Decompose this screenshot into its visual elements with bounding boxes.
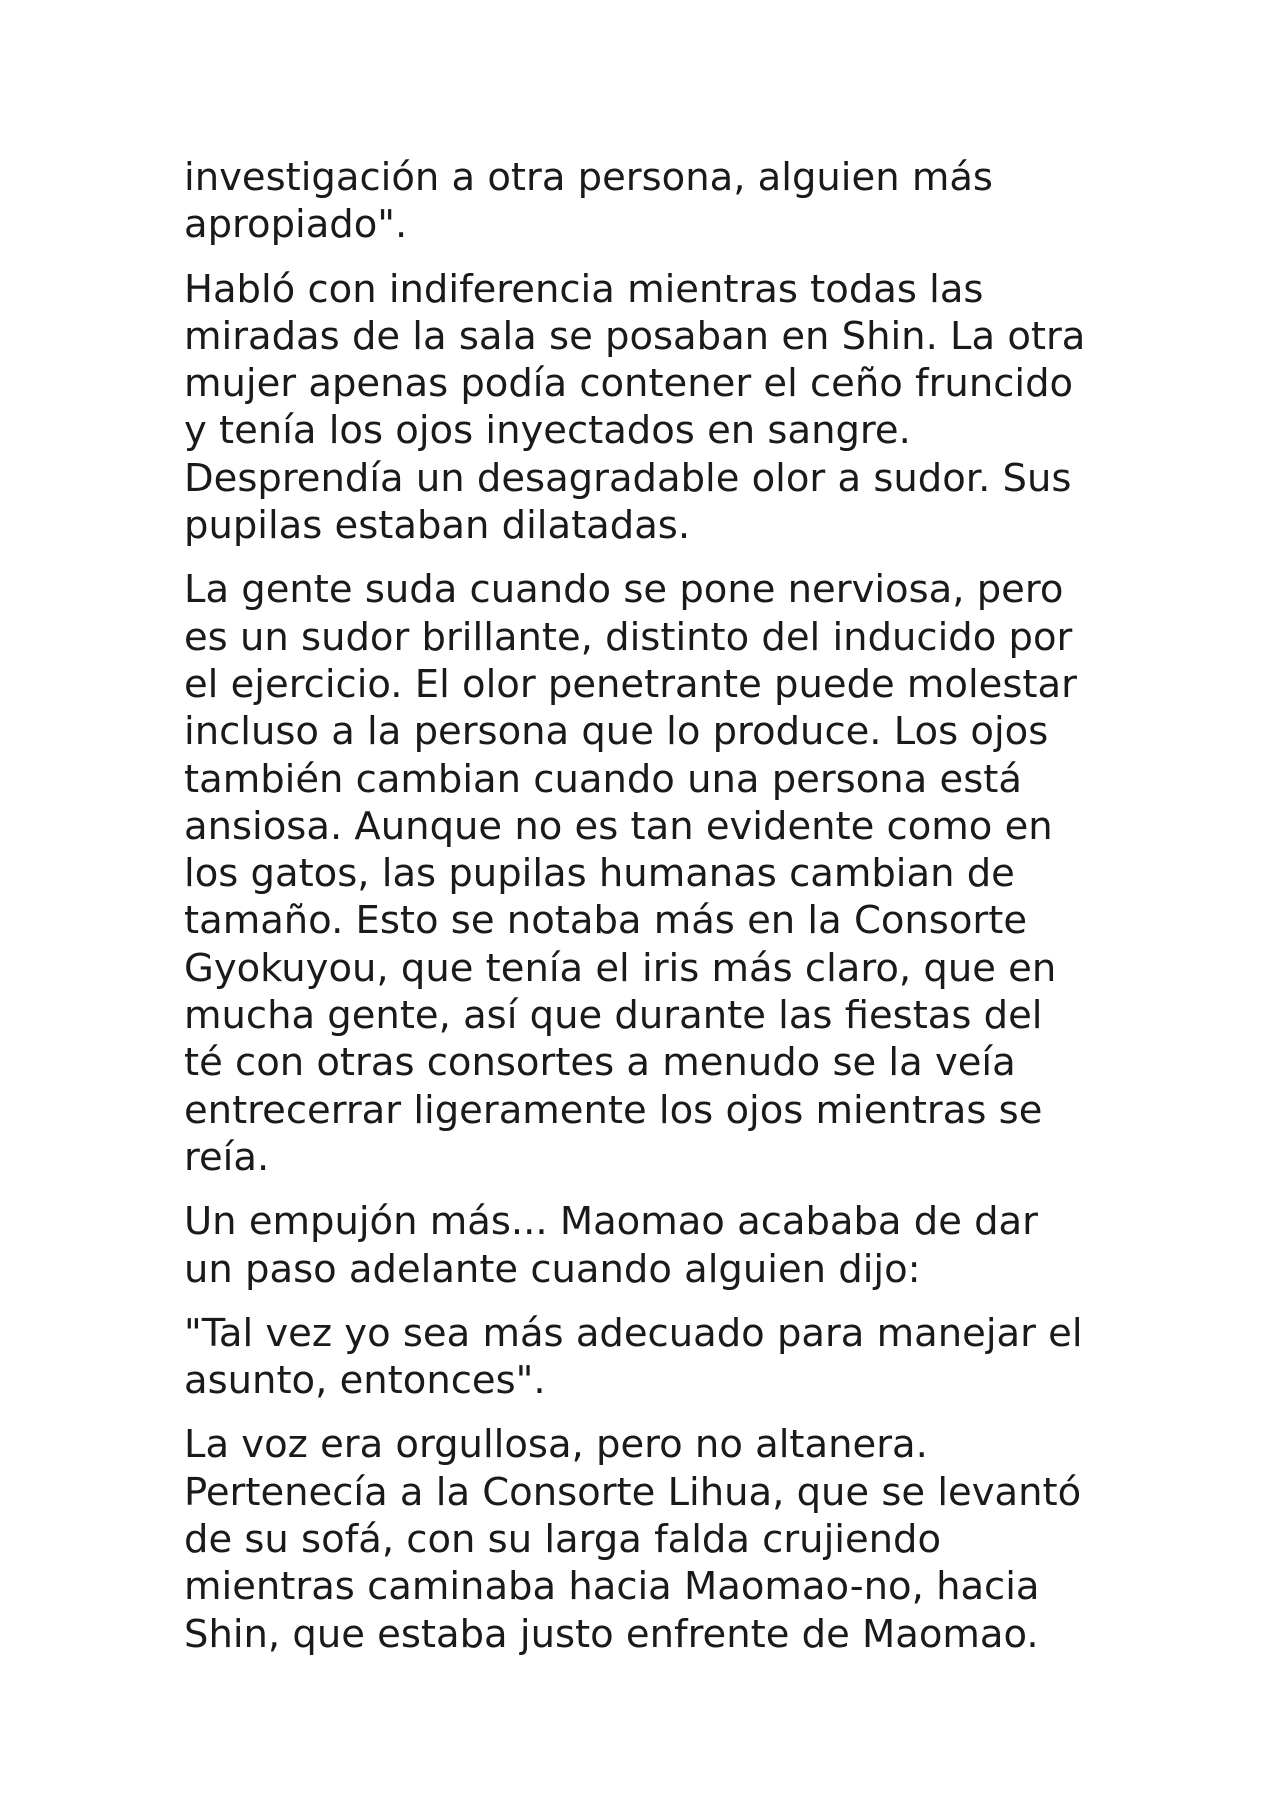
paragraph-3: La gente suda cuando se pone nerviosa, pero es un sudor brillante, distinto del inducido por el ejercicio. El olor penetrante puede molestar incluso a la persona que lo produce. Los ojos también cambian cuando una persona está ansiosa. Aunque no es tan evidente como en los gatos, las pupilas humanas cambian de tamaño. Esto se notaba más en la Consorte Gyokuyou, que tenía el iris más claro, que en mucha gente, así que durante las fiestas del té con otras consortes a menudo se la veía entrecerrar ligeramente los ojos mientras se reía. — [184, 567, 1077, 1180]
paragraph-4: Un empujón más... Maomao acababa de dar un paso adelante cuando alguien dijo: — [184, 1199, 1038, 1292]
paragraph-6: La voz era orgullosa, pero no altanera. Pertenecía a la Consorte Lihua, que se levantó de su sofá, con su larga falda crujiendo mientras caminaba hacia Maomao-no, hacia Shin, que estaba justo enfrente de Maomao. — [184, 1422, 1082, 1657]
paragraph-2: Habló con indiferencia mientras todas las miradas de la sala se posaban en Shin. La otra mujer apenas podía contener el ceño fruncido y tenía los ojos inyectados en sangre. Desprendía un desagradable olor a sudor. Sus pupilas estaban dilatadas. — [184, 266, 1086, 549]
paragraph-5: "Tal vez yo sea más adecuado para manejar el asunto, entonces". — [184, 1310, 1083, 1404]
paragraph-1: investigación a otra persona, alguien más apropiado". — [184, 155, 993, 248]
body-text — [184, 154, 1124, 1675]
